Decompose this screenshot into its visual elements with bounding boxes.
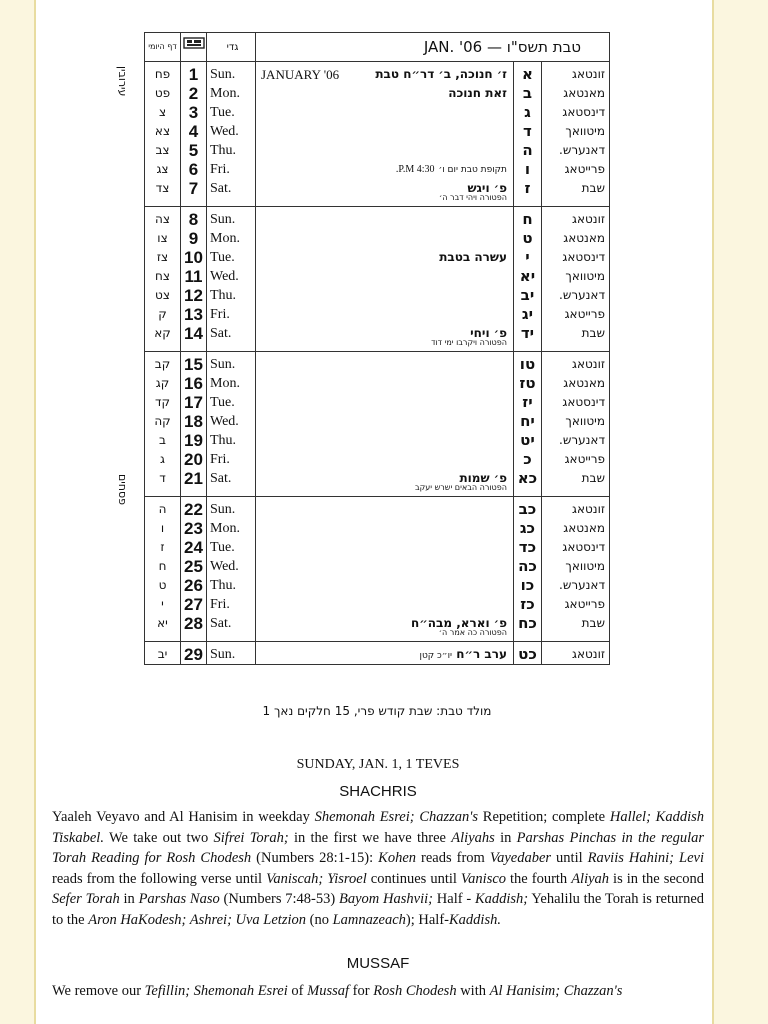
- daf-yomi-page: צד: [145, 179, 181, 207]
- hebrew-date: ד: [513, 122, 541, 141]
- day-events-cell: [256, 497, 514, 520]
- weekday-yiddish: דאנערש.: [541, 431, 609, 450]
- calendar-day-row: [145, 122, 610, 141]
- weekday-yiddish: זונטאג: [541, 62, 609, 85]
- calendar-day-row: [145, 160, 610, 179]
- weekday-yiddish: דאנערש.: [541, 286, 609, 305]
- day-events-cell: [256, 122, 514, 141]
- day-events-cell: [256, 412, 514, 431]
- calendar-day-row: [145, 450, 610, 469]
- hebrew-date: ז: [513, 179, 541, 207]
- hebrew-date: ח: [513, 207, 541, 230]
- gadi-header: גדי: [207, 33, 256, 62]
- hebrew-date: כא: [513, 469, 541, 497]
- weekday-yiddish: שבת: [541, 614, 609, 642]
- gregorian-date: 23: [181, 519, 207, 538]
- daf-yomi-page: קד: [145, 393, 181, 412]
- weekday-english: Mon.: [207, 374, 256, 393]
- day-events-cell: [256, 160, 514, 179]
- gregorian-date: 10: [181, 248, 207, 267]
- day-events-cell: [256, 450, 514, 469]
- day-events-cell: [256, 519, 514, 538]
- day-events-cell: [256, 229, 514, 248]
- daf-yomi-page: יא: [145, 614, 181, 642]
- calendar-day-row: [145, 538, 610, 557]
- haftora-note: הפטורה כה אמר ה׳: [438, 628, 507, 637]
- gregorian-date: 6: [181, 160, 207, 179]
- daf-yomi-page: צג: [145, 160, 181, 179]
- daf-yomi-page: צה: [145, 207, 181, 230]
- calendar-day-row: [145, 576, 610, 595]
- weekday-yiddish: דאנערש.: [541, 576, 609, 595]
- gregorian-date: 26: [181, 576, 207, 595]
- day-events-cell: [256, 324, 514, 352]
- weekday-yiddish: דינסטאג: [541, 538, 609, 557]
- calendar-day-row: [145, 352, 610, 375]
- weekday-english: Mon.: [207, 84, 256, 103]
- day-events-cell: [256, 248, 514, 267]
- gregorian-date: 7: [181, 179, 207, 207]
- day-events-cell: [256, 538, 514, 557]
- daf-yomi-page: קג: [145, 374, 181, 393]
- day-events-cell: [256, 62, 514, 85]
- weekday-yiddish: פרייטאג: [541, 160, 609, 179]
- weekday-english: Sun.: [207, 62, 256, 85]
- weekday-yiddish: שבת: [541, 179, 609, 207]
- gregorian-date: 27: [181, 595, 207, 614]
- day-heading: SUNDAY, JAN. 1, 1 TEVES: [296, 757, 460, 772]
- hebrew-date: א: [513, 62, 541, 85]
- gregorian-date: 11: [181, 267, 207, 286]
- weekday-yiddish: שבת: [541, 324, 609, 352]
- tekufa-time: 4:30 P.M.: [395, 164, 435, 175]
- day-events-cell: [256, 642, 514, 665]
- calendar-icon: [181, 33, 207, 62]
- daf-tractate-label-bottom: פסחים: [116, 474, 129, 505]
- hebrew-date: ג: [513, 103, 541, 122]
- weekday-english: Thu.: [207, 431, 256, 450]
- gregorian-date: 3: [181, 103, 207, 122]
- calendar-day-row: [145, 497, 610, 520]
- hebrew-date: יט: [513, 431, 541, 450]
- daf-yomi-page: צו: [145, 229, 181, 248]
- daf-yomi-page: ק: [145, 305, 181, 324]
- day-events-cell: [256, 576, 514, 595]
- day-event: זאת חנוכה: [448, 86, 507, 100]
- gregorian-date: 22: [181, 497, 207, 520]
- calendar-day-row: [145, 286, 610, 305]
- day-events-cell: [256, 305, 514, 324]
- calendar-day-row: [145, 179, 610, 207]
- gregorian-date: 28: [181, 614, 207, 642]
- gregorian-date: 2: [181, 84, 207, 103]
- weekday-english: Thu.: [207, 141, 256, 160]
- day-event: ז׳ חנוכה, ב׳ דר״ח טבת: [375, 67, 507, 81]
- calendar-day-row: [145, 84, 610, 103]
- daf-yomi-page: ט: [145, 576, 181, 595]
- calendar-day-row: [145, 229, 610, 248]
- weekday-english: Wed.: [207, 557, 256, 576]
- day-events-cell: [256, 595, 514, 614]
- weekday-english: Thu.: [207, 286, 256, 305]
- weekday-english: Fri.: [207, 595, 256, 614]
- hebrew-date: טו: [513, 352, 541, 375]
- day-events-cell: [256, 431, 514, 450]
- haftora-note: הפטורה ויהי דבר ה׳: [438, 193, 507, 202]
- weekday-yiddish: דאנערש.: [541, 141, 609, 160]
- day-events-cell: [256, 352, 514, 375]
- daf-yomi-page: צב: [145, 141, 181, 160]
- daf-yomi-page: ג: [145, 450, 181, 469]
- gregorian-date: 13: [181, 305, 207, 324]
- hebrew-date: כט: [513, 642, 541, 665]
- daf-yomi-page: קא: [145, 324, 181, 352]
- weekday-yiddish: שבת: [541, 469, 609, 497]
- day-event: פ׳ וארא, מבה״ח: [411, 616, 507, 630]
- gregorian-date: 21: [181, 469, 207, 497]
- weekday-english: Fri.: [207, 305, 256, 324]
- daf-yomi-page: פט: [145, 84, 181, 103]
- gregorian-date: 20: [181, 450, 207, 469]
- day-events-cell: [256, 286, 514, 305]
- mussaf-paragraph: We remove our Tefillin; Shemonah Esrei of Mussaf for Rosh Chodesh with Al Hanisim; Chazzan's: [52, 983, 623, 999]
- weekday-english: Fri.: [207, 450, 256, 469]
- calendar-table: [144, 32, 610, 665]
- calendar-day-row: [145, 267, 610, 286]
- daf-yomi-page: ו: [145, 519, 181, 538]
- weekday-yiddish: זונטאג: [541, 207, 609, 230]
- daf-yomi-page: ח: [145, 557, 181, 576]
- calendar-day-row: [145, 431, 610, 450]
- weekday-english: Tue.: [207, 538, 256, 557]
- gregorian-date: 15: [181, 352, 207, 375]
- hebrew-date: ב: [513, 84, 541, 103]
- hebrew-date: כח: [513, 614, 541, 642]
- weekday-yiddish: מיטוואך: [541, 412, 609, 431]
- gregorian-date: 17: [181, 393, 207, 412]
- hebrew-date: כו: [513, 576, 541, 595]
- calendar-day-row: [145, 248, 610, 267]
- hebrew-date: יא: [513, 267, 541, 286]
- day-event-text: ערב ר״ח: [456, 647, 507, 661]
- weekday-yiddish: דינסטאג: [541, 393, 609, 412]
- calendar-day-row: [145, 412, 610, 431]
- calendar-day-row: [145, 557, 610, 576]
- daf-yomi-page: צז: [145, 248, 181, 267]
- weekday-yiddish: דינסטאג: [541, 103, 609, 122]
- daf-yomi-page: צט: [145, 286, 181, 305]
- weekday-english: Sat.: [207, 614, 256, 642]
- weekday-yiddish: פרייטאג: [541, 595, 609, 614]
- hebrew-date: כ: [513, 450, 541, 469]
- daf-yomi-page: ז: [145, 538, 181, 557]
- calendar-day-row: [145, 614, 610, 642]
- weekday-yiddish: זונטאג: [541, 352, 609, 375]
- tekufa-note: [396, 160, 507, 179]
- day-events-cell: [256, 557, 514, 576]
- hebrew-date: יח: [513, 412, 541, 431]
- daf-tractate-label-top: עירובין: [116, 66, 129, 97]
- hebrew-date: יד: [513, 324, 541, 352]
- daf-yomi-page: יב: [145, 642, 181, 665]
- gregorian-date: 4: [181, 122, 207, 141]
- weekday-yiddish: דינסטאג: [541, 248, 609, 267]
- calendar-day-row: [145, 324, 610, 352]
- daf-yomi-page: ב: [145, 431, 181, 450]
- hebrew-date: טז: [513, 374, 541, 393]
- gregorian-date: 19: [181, 431, 207, 450]
- daf-yomi-page: ד: [145, 469, 181, 497]
- day-events-cell: [256, 614, 514, 642]
- weekday-english: Sat.: [207, 179, 256, 207]
- hebrew-date: יז: [513, 393, 541, 412]
- gregorian-date: 25: [181, 557, 207, 576]
- weekday-english: Sun.: [207, 642, 256, 665]
- weekday-yiddish: פרייטאג: [541, 305, 609, 324]
- weekday-yiddish: מיטוואך: [541, 267, 609, 286]
- tekufa-label: תקופת טבת יום ו׳: [438, 165, 507, 175]
- weekday-yiddish: מאנטאג: [541, 229, 609, 248]
- weekday-english: Sun.: [207, 497, 256, 520]
- gregorian-date: 24: [181, 538, 207, 557]
- weekday-english: Mon.: [207, 519, 256, 538]
- weekday-english: Thu.: [207, 576, 256, 595]
- calendar-day-row: [145, 642, 610, 665]
- hebrew-date: יב: [513, 286, 541, 305]
- daf-yomi-page: צא: [145, 122, 181, 141]
- weekday-yiddish: מאנטאג: [541, 519, 609, 538]
- weekday-yiddish: מיטוואך: [541, 122, 609, 141]
- section-heading-mussaf: MUSSAF: [346, 955, 410, 972]
- shachris-paragraph: Yaaleh Veyavo and Al Hanisim in weekday Shemonah Esrei; Chazzan's Repetition; complete Hallel; Kaddish Tiskabel. We take out two Sifrei Torah; in the first we have three Aliyahs in Parshas Pinchas in the regular Torah Reading for Rosh Chodesh (Numbers 28:1-15): Kohen reads from Vayedaber until Raviis Hahini; Levi reads from the following verse until Vaniscah; Yisroel continues until Vanisco the fourth Aliyah is in the second Sefer Torah in Parshas Naso (Numbers 7:48-53) Bayom Hashvii; Half - Kaddish; Yehalilu the Torah is returned to the Aron HaKodesh; Ashrei; Uva Letzion (no Lamnazeach); Half-Kaddish.: [52, 809, 705, 928]
- hebrew-date: כג: [513, 519, 541, 538]
- weekday-english: Mon.: [207, 229, 256, 248]
- daf-yomi-header: דף היומי: [145, 33, 181, 62]
- weekday-english: Wed.: [207, 122, 256, 141]
- hebrew-date: ט: [513, 229, 541, 248]
- weekday-yiddish: זונטאג: [541, 497, 609, 520]
- daf-yomi-page: קב: [145, 352, 181, 375]
- calendar-day-row: [145, 103, 610, 122]
- day-events-cell: [256, 374, 514, 393]
- section-heading-shachris: SHACHRIS: [339, 783, 417, 800]
- calendar-day-row: [145, 519, 610, 538]
- day-events-cell: [256, 469, 514, 497]
- day-events-cell: [256, 207, 514, 230]
- weekday-english: Sun.: [207, 352, 256, 375]
- daf-yomi-page: פח: [145, 62, 181, 85]
- weekday-english: Tue.: [207, 248, 256, 267]
- hebrew-date: כז: [513, 595, 541, 614]
- calendar-day-row: [145, 207, 610, 230]
- gregorian-date: 9: [181, 229, 207, 248]
- gregorian-date: 1: [181, 62, 207, 85]
- weekday-english: Sun.: [207, 207, 256, 230]
- calendar-header-row: [145, 33, 610, 62]
- hebrew-date: יג: [513, 305, 541, 324]
- weekday-yiddish: פרייטאג: [541, 450, 609, 469]
- daf-yomi-page: ה: [145, 497, 181, 520]
- hebrew-date: כד: [513, 538, 541, 557]
- weekday-english: Fri.: [207, 160, 256, 179]
- calendar-day-row: [145, 469, 610, 497]
- hebrew-date: ו: [513, 160, 541, 179]
- day-events-cell: [256, 179, 514, 207]
- weekday-english: Wed.: [207, 267, 256, 286]
- calendar-day-row: [145, 305, 610, 324]
- day-event: פ׳ שמות: [459, 471, 507, 485]
- calendar-day-row: [145, 595, 610, 614]
- day-events-cell: [256, 393, 514, 412]
- hebrew-date: כב: [513, 497, 541, 520]
- weekday-yiddish: מאנטאג: [541, 84, 609, 103]
- weekday-english: Sat.: [207, 469, 256, 497]
- calendar-day-row: [145, 374, 610, 393]
- calendar-day-row: [145, 141, 610, 160]
- calendar-day-row: [145, 62, 610, 85]
- day-event: [420, 645, 507, 665]
- day-events-cell: [256, 141, 514, 160]
- day-event: פ׳ ויגש: [467, 181, 507, 195]
- gregorian-date: 16: [181, 374, 207, 393]
- calendar-title: JAN. '06 — טבת תשס"ו: [256, 33, 610, 62]
- weekday-yiddish: מאנטאג: [541, 374, 609, 393]
- calendar-day-row: [145, 393, 610, 412]
- weekday-yiddish: זונטאג: [541, 642, 609, 665]
- day-event: פ׳ ויחי: [470, 326, 507, 340]
- day-events-cell: [256, 84, 514, 103]
- gregorian-date: 18: [181, 412, 207, 431]
- daf-yomi-page: צ: [145, 103, 181, 122]
- gregorian-date: 29: [181, 642, 207, 665]
- day-events-cell: [256, 267, 514, 286]
- day-event-note: יו״כ קטן: [419, 651, 453, 661]
- haftora-note: הפטורה ויקרבו ימי דוד: [431, 338, 507, 347]
- weekday-yiddish: מיטוואך: [541, 557, 609, 576]
- hebrew-date: כה: [513, 557, 541, 576]
- gregorian-date: 8: [181, 207, 207, 230]
- gregorian-date: 5: [181, 141, 207, 160]
- gregorian-date: 12: [181, 286, 207, 305]
- weekday-english: Wed.: [207, 412, 256, 431]
- daf-yomi-page: קה: [145, 412, 181, 431]
- hebrew-date: י: [513, 248, 541, 267]
- daf-yomi-page: י: [145, 595, 181, 614]
- hebrew-date: ה: [513, 141, 541, 160]
- molad-announcement: מולד טבת: שבת קודש פרי, 15 חלקים נאך 1: [262, 704, 492, 718]
- daf-yomi-page: צח: [145, 267, 181, 286]
- month-label: JANUARY '06: [261, 67, 340, 82]
- day-event: עשרה בטבת: [439, 250, 507, 264]
- weekday-english: Tue.: [207, 103, 256, 122]
- weekday-english: Tue.: [207, 393, 256, 412]
- haftora-note: הפטורה הבאים ישרש יעקב: [414, 483, 507, 492]
- weekday-english: Sat.: [207, 324, 256, 352]
- day-events-cell: [256, 103, 514, 122]
- gregorian-date: 14: [181, 324, 207, 352]
